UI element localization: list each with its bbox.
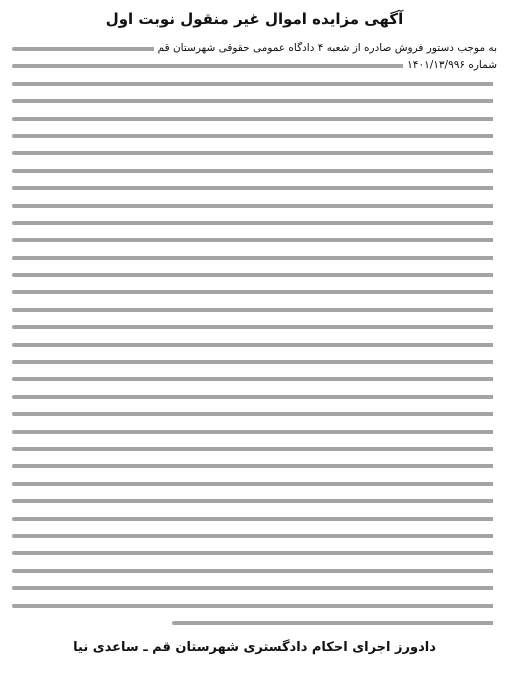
notice-line	[12, 179, 497, 196]
notice-line-text	[493, 146, 497, 158]
text-line-placeholder	[12, 151, 497, 155]
notice-line-text	[493, 355, 497, 367]
notice-line-text	[493, 181, 497, 193]
notice-line	[12, 92, 497, 109]
notice-line	[12, 475, 497, 492]
notice-line-text	[493, 372, 497, 384]
notice-title: آگهی مزایده اموال غیر منقول نوبت اول	[105, 10, 404, 28]
notice-line	[12, 110, 497, 127]
notice-line-text	[493, 546, 497, 558]
text-line-placeholder	[12, 377, 497, 381]
notice-line	[12, 510, 497, 527]
notice-line	[12, 527, 497, 544]
notice-line-text	[493, 77, 497, 89]
notice-signature: دادورز اجرای احکام دادگستری شهرستان قم ـ ساعدی نیا	[73, 640, 436, 655]
text-line-placeholder	[12, 412, 497, 416]
notice-line	[12, 231, 497, 248]
notice-line	[12, 144, 497, 161]
notice-line-text	[493, 616, 497, 628]
text-line-placeholder	[12, 517, 497, 521]
notice-line-text	[493, 599, 497, 611]
notice-line-text	[493, 459, 497, 471]
notice-line	[12, 440, 497, 457]
notice-line	[12, 353, 497, 370]
notice-line-text	[493, 129, 497, 141]
text-line-placeholder	[12, 308, 497, 312]
notice-line-text	[493, 268, 497, 280]
notice-line-text	[493, 581, 497, 593]
notice-line-text	[493, 494, 497, 506]
notice-line-text	[493, 390, 497, 402]
notice-line	[12, 249, 497, 266]
text-line-placeholder	[12, 551, 497, 555]
text-line-placeholder	[12, 464, 497, 468]
notice-line	[12, 301, 497, 318]
text-line-placeholder	[12, 117, 497, 121]
notice-line-text	[493, 564, 497, 576]
notice-line-text	[493, 164, 497, 176]
text-line-placeholder	[12, 290, 497, 294]
text-line-placeholder	[12, 325, 497, 329]
notice-line-text	[493, 112, 497, 124]
notice-line	[12, 127, 497, 144]
notice-line-text	[493, 94, 497, 106]
notice-line-text	[493, 529, 497, 541]
text-line-placeholder	[12, 256, 497, 260]
notice-line	[12, 75, 497, 92]
notice-line	[12, 544, 497, 561]
notice-line-text	[493, 442, 497, 454]
notice-line	[12, 562, 497, 579]
text-line-placeholder	[12, 499, 497, 503]
text-line-placeholder	[12, 238, 497, 242]
notice-line-text	[493, 320, 497, 332]
text-line-placeholder	[12, 447, 497, 451]
text-line-placeholder	[12, 482, 497, 486]
notice-line-text	[493, 199, 497, 211]
notice-line	[12, 162, 497, 179]
text-line-placeholder	[12, 343, 497, 347]
notice-line	[12, 266, 497, 283]
notice-line	[12, 614, 497, 628]
notice-line	[12, 423, 497, 440]
notice-line-text: شماره ۱۴۰۱/۱۳/۹۹۶	[403, 59, 497, 71]
notice-line	[12, 336, 497, 353]
notice-line-text	[493, 285, 497, 297]
notice-line-text	[493, 425, 497, 437]
text-line-placeholder	[12, 586, 497, 590]
notice-line-text	[493, 216, 497, 228]
notice-line-text: به موجب دستور فروش صادره از شعبه ۴ دادگاه عمومی حقوقی شهرستان قم	[154, 42, 497, 54]
text-line-placeholder	[12, 221, 497, 225]
text-line-placeholder	[12, 204, 497, 208]
notice-line-text	[493, 251, 497, 263]
notice-line-text	[493, 407, 497, 419]
notice-line	[12, 597, 497, 614]
notice-line	[12, 214, 497, 231]
notice-line	[12, 283, 497, 300]
notice-line-text	[493, 477, 497, 489]
notice-line	[12, 197, 497, 214]
text-line-placeholder	[12, 169, 497, 173]
text-line-placeholder	[12, 134, 497, 138]
text-line-placeholder	[12, 604, 497, 608]
text-line-placeholder	[12, 430, 497, 434]
notice-line-text	[493, 233, 497, 245]
notice-line	[12, 40, 497, 57]
text-line-placeholder	[12, 395, 497, 399]
notice-line	[12, 405, 497, 422]
notice-line-text	[493, 338, 497, 350]
text-line-placeholder	[12, 569, 497, 573]
notice-line	[12, 370, 497, 387]
text-line-placeholder	[172, 621, 497, 625]
text-line-placeholder	[12, 273, 497, 277]
notice-body	[12, 40, 497, 628]
notice-line	[12, 57, 497, 74]
notice-line	[12, 318, 497, 335]
text-line-placeholder	[12, 82, 497, 86]
notice-line	[12, 579, 497, 596]
notice-line-text	[493, 512, 497, 524]
notice-line	[12, 492, 497, 509]
notice-line	[12, 457, 497, 474]
notice-line	[12, 388, 497, 405]
notice-line-text	[493, 303, 497, 315]
text-line-placeholder	[12, 99, 497, 103]
auction-notice	[8, 6, 501, 682]
text-line-placeholder	[12, 186, 497, 190]
text-line-placeholder	[12, 360, 497, 364]
text-line-placeholder	[12, 534, 497, 538]
